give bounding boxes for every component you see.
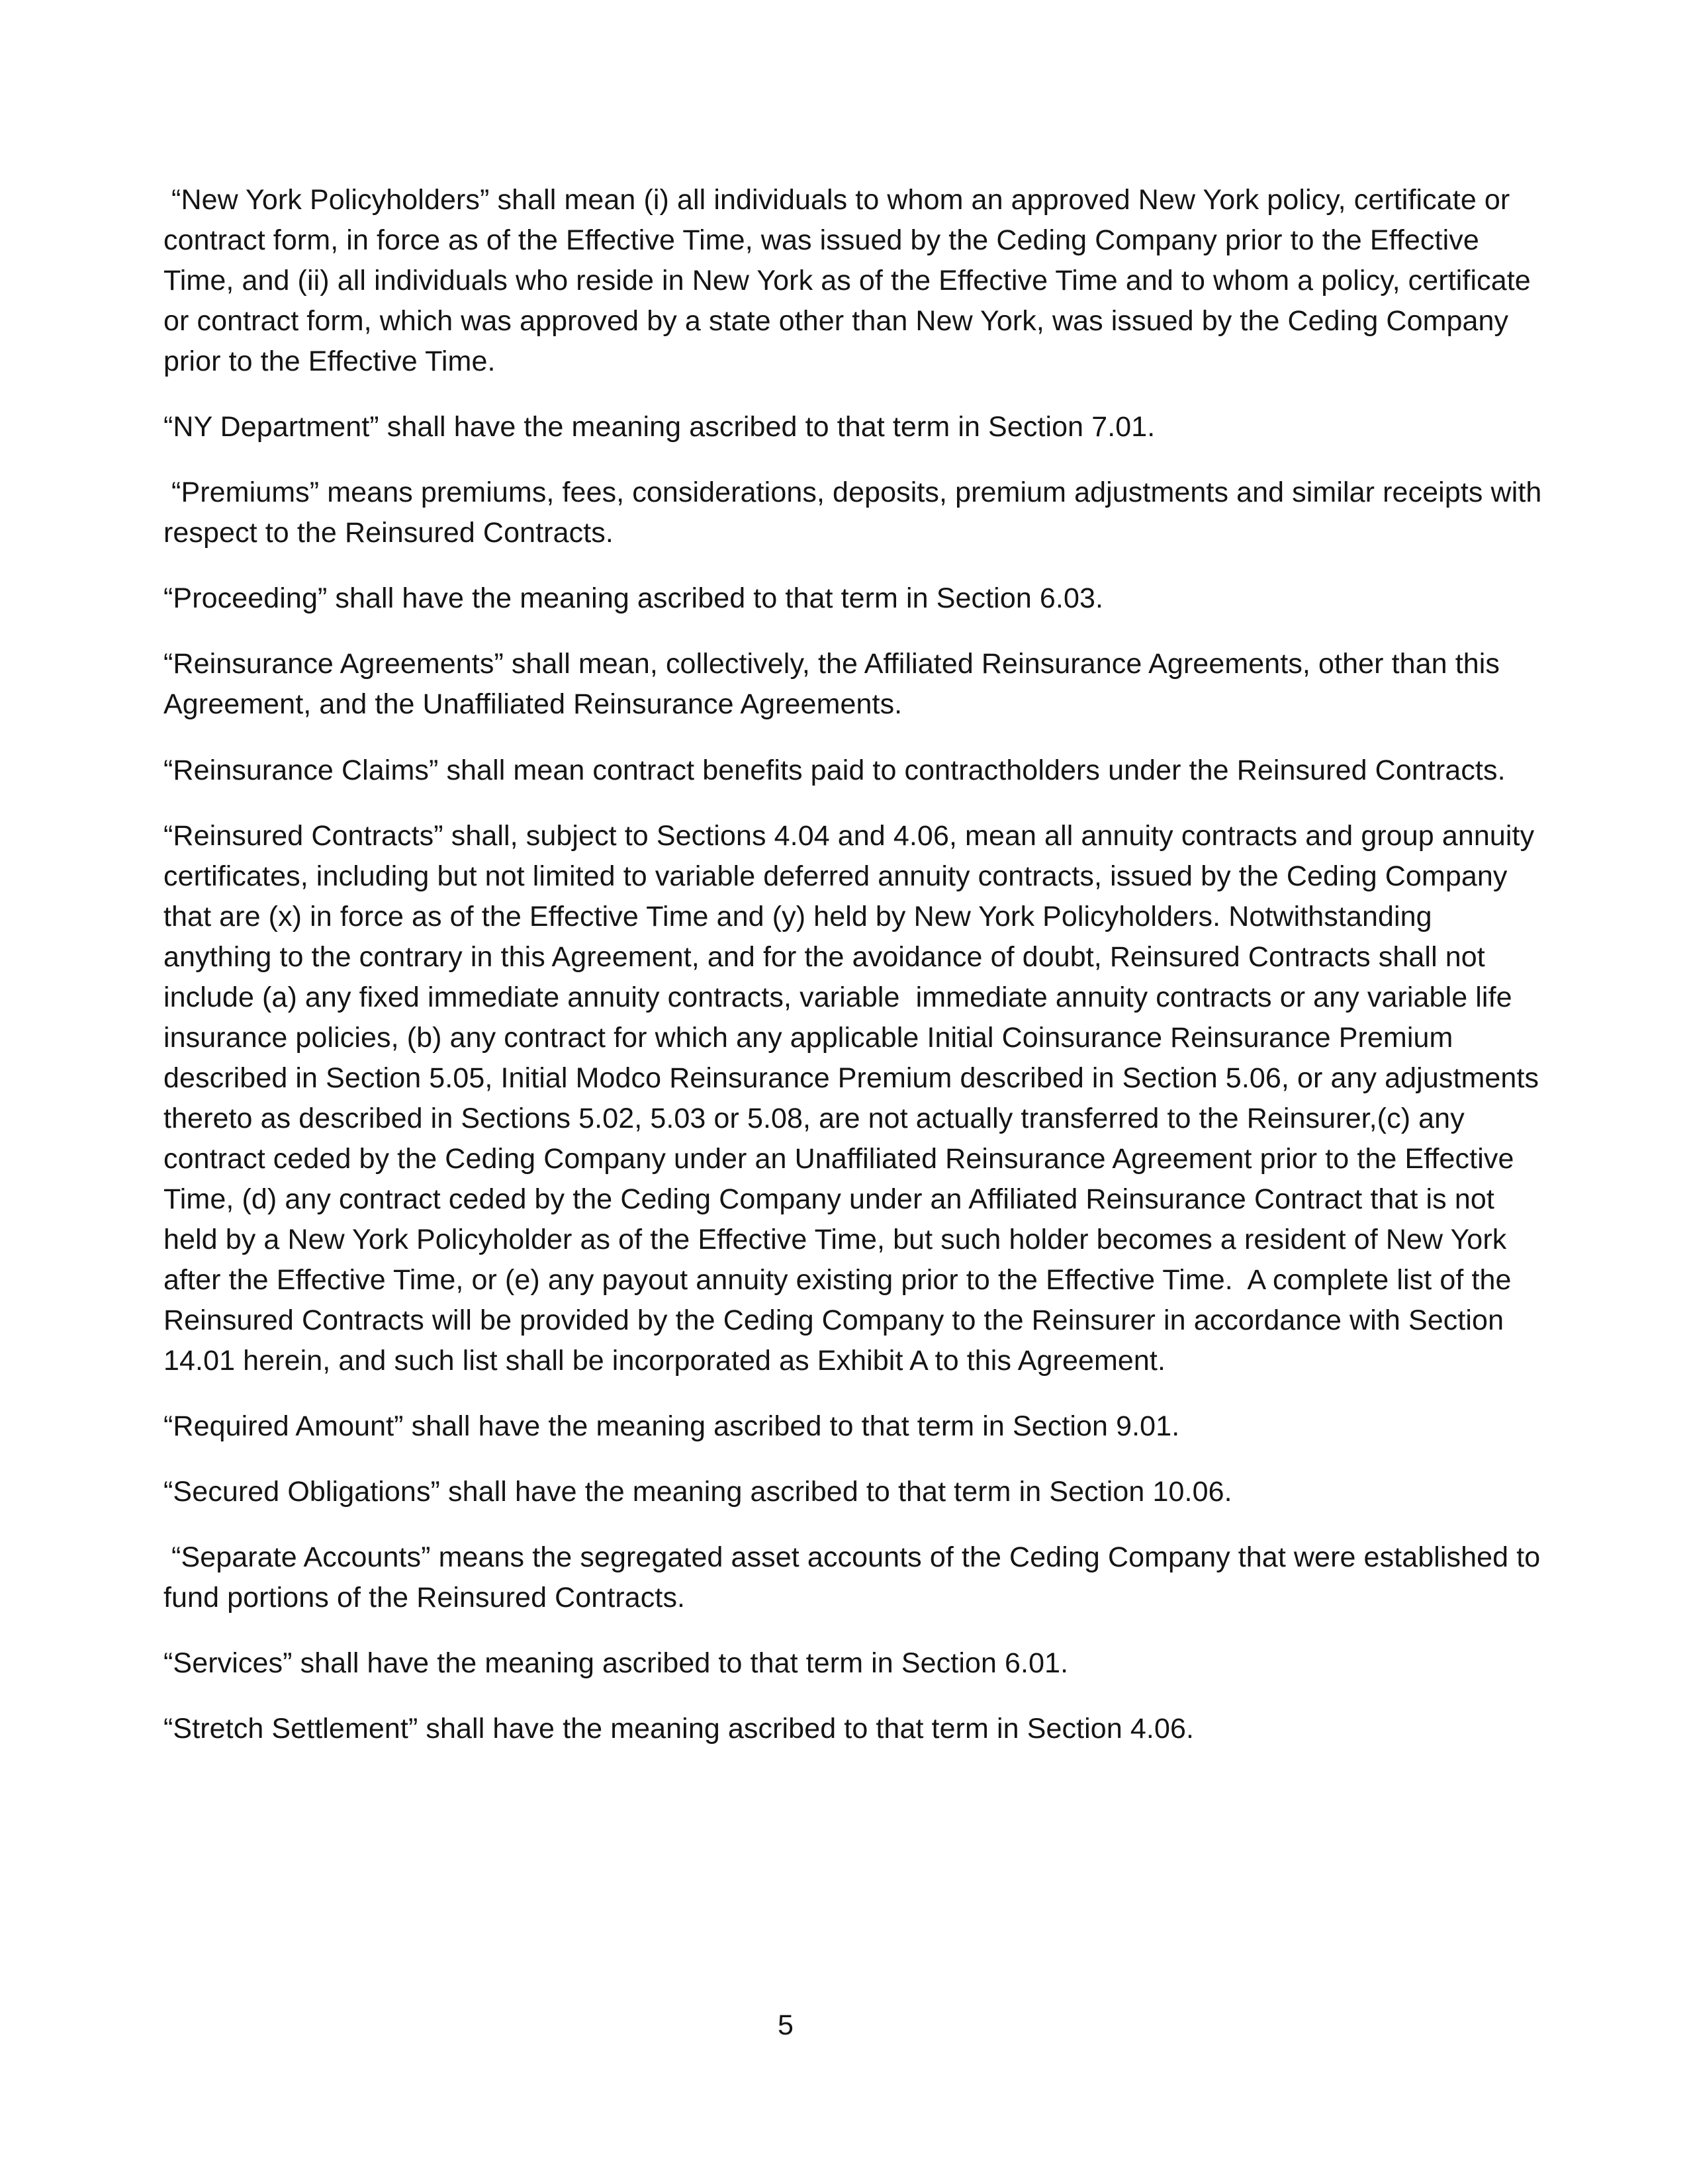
paragraph-reinsurance-agreements: “Reinsurance Agreements” shall mean, collectively, the Affiliated Reinsurance Agreements, other than this Agreement, and the Unaffiliated Reinsurance Agreements. xyxy=(163,648,1506,721)
paragraph-premiums: “Premiums” means premiums, fees, considerations, deposits, premium adjustments and similar receipts with respect to the Reinsured Contracts. xyxy=(163,477,1550,549)
paragraph-reinsured-contracts: “Reinsured Contracts” shall, subject to Sections 4.04 and 4.06, mean all annuity contracts and group annuity certificates, including but not limited to variable deferred annuity contracts, issued by the Ceding Company that are (x) in force as of the Effective Time and (y) held by New York Policyholders. Notwithstanding anything to the contrary in this Agreement, and for the avoidance of doubt, Reinsured Contracts shall not include (a) any fixed immediate annuity contracts, variable immediate annuity contracts or any variable life insurance policies, (b) any contract for which any applicable Initial Coinsurance Reinsurance Premium described in Section 5.05, Initial Modco Reinsurance Premium described in Section 5.06, or any adjustments thereto as described in Sections 5.02, 5.03 or 5.08, are not actually transferred to the Reinsurer,(c) any contract ceded by the Ceding Company under an Unaffiliated Reinsurance Agreement prior to the Effective Time, (d) any contract ceded by the Ceding Company under an Affiliated Reinsurance Contract that is not held by a New York Policyholder as of the Effective Time, but such holder becomes a resident of New York after the Effective Time, or (e) any payout annuity existing prior to the Effective Time. A complete list of the Reinsured Contracts will be provided by the Ceding Company to the Reinsurer in accordance with Section 14.01 herein, and such list shall be incorporated as Exhibit A to this Agreement. xyxy=(163,819,1547,1377)
paragraph-proceeding: “Proceeding” shall have the meaning ascribed to that term in Section 6.03. xyxy=(163,582,1104,615)
paragraph-ny-department: “NY Department” shall have the meaning ascribed to that term in Section 7.01. xyxy=(163,411,1156,443)
paragraph-services: “Services” shall have the meaning ascribed to that term in Section 6.01. xyxy=(163,1647,1069,1680)
paragraph-secured-obligations: “Secured Obligations” shall have the meaning ascribed to that term in Section 10.06. xyxy=(163,1476,1232,1508)
paragraph-required-amount: “Required Amount” shall have the meaning ascribed to that term in Section 9.01. xyxy=(163,1410,1180,1443)
page-number: 5 xyxy=(778,2009,794,2041)
paragraph-separate-accounts: “Separate Accounts” means the segregated asset accounts of the Ceding Company that were established to fund portions of the Reinsured Contracts. xyxy=(163,1541,1549,1614)
document-body xyxy=(163,180,1550,1775)
paragraph-reinsurance-claims: “Reinsurance Claims” shall mean contract benefits paid to contractholders under the Reinsured Contracts. xyxy=(163,754,1506,786)
paragraph-new-york-policyholders: “New York Policyholders” shall mean (i) all individuals to whom an approved New York policy, certificate or contract form, in force as of the Effective Time, was issued by the Ceding Company prior to the Effective Time, and (ii) all individuals who reside in New York as of the Effective Time and to whom a policy, certificate or contract form, which was approved by a state other than New York, was issued by the Ceding Company prior to the Effective Time. xyxy=(163,184,1539,378)
paragraph-stretch-settlement: “Stretch Settlement” shall have the meaning ascribed to that term in Section 4.06. xyxy=(163,1713,1195,1745)
